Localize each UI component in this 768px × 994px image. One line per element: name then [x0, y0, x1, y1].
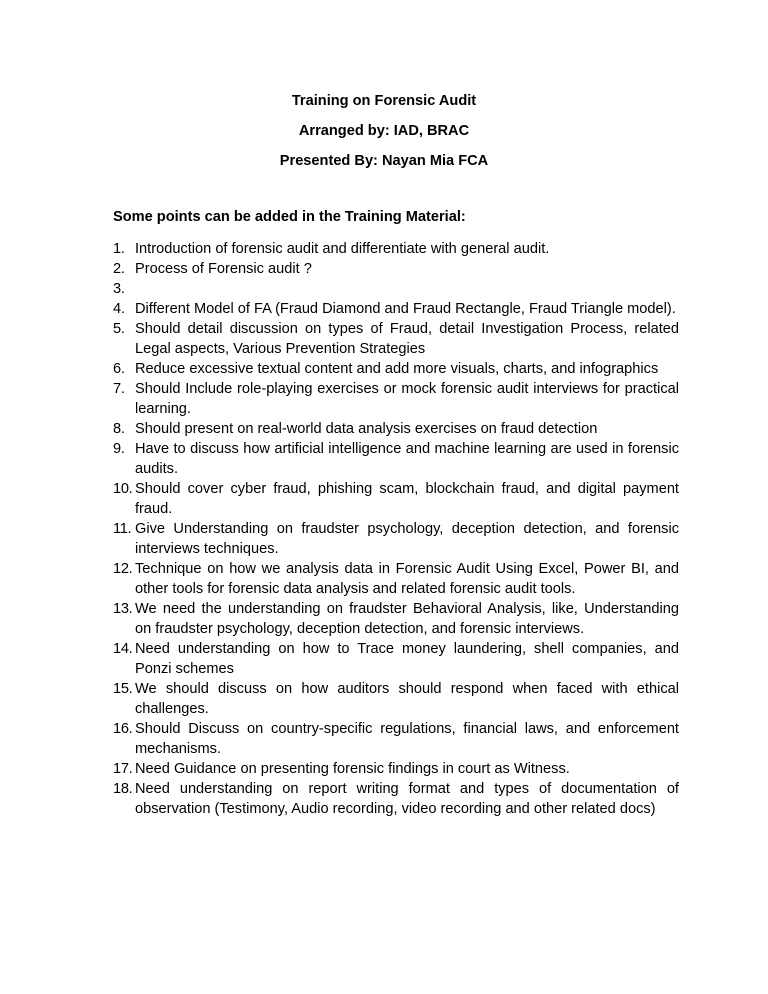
list-item — [113, 419, 679, 439]
list-item — [113, 559, 679, 599]
list-item — [113, 279, 679, 299]
document-title: Training on Forensic Audit — [291, 93, 477, 109]
document-header — [0, 91, 768, 181]
list-item-number: 16. — [113, 721, 133, 737]
list-item — [113, 439, 679, 479]
list-item-number: 18. — [113, 781, 133, 797]
list-item — [113, 779, 679, 819]
list-item-number: 6. — [113, 361, 125, 377]
list-item — [113, 299, 679, 319]
list-item-number: 14. — [113, 641, 133, 657]
list-item-text: Should Include role-playing exercises or mock forensic audit interviews for practical learning. — [135, 381, 679, 417]
arranged-by-line: Arranged by: IAD, BRAC — [298, 123, 470, 139]
list-item-number: 12. — [113, 561, 133, 577]
presented-by-line: Presented By: Nayan Mia FCA — [279, 153, 489, 169]
list-item-text: Different Model of FA (Fraud Diamond and Fraud Rectangle, Fraud Triangle model). — [135, 301, 676, 317]
list-item-number: 8. — [113, 421, 125, 437]
list-item — [113, 379, 679, 419]
list-item — [113, 599, 679, 639]
list-item — [113, 359, 679, 379]
list-item-text: Need Guidance on presenting forensic findings in court as Witness. — [135, 761, 570, 777]
list-item-text: Should detail discussion on types of Fraud, detail Investigation Process, related Legal aspects, Various Prevention Strategies — [135, 321, 679, 357]
list-item-text: Reduce excessive textual content and add more visuals, charts, and infographics — [135, 361, 659, 377]
list-item-number: 5. — [113, 321, 125, 337]
list-item-number: 17. — [113, 761, 133, 777]
list-item-text: Have to discuss how artificial intelligence and machine learning are used in forensic audits. — [135, 441, 679, 477]
list-item — [113, 519, 679, 559]
list-item — [113, 319, 679, 359]
list-item-number: 15. — [113, 681, 133, 697]
list-item-text: We need the understanding on fraudster Behavioral Analysis, like, Understanding on fraudster psychology, deception detection, and forensic interviews. — [135, 601, 679, 637]
list-item-text: Technique on how we analysis data in Forensic Audit Using Excel, Power BI, and other tools for forensic data analysis and related forensic audit tools. — [135, 561, 679, 597]
list-item-number: 7. — [113, 381, 125, 397]
list-item-number: 9. — [113, 441, 125, 457]
list-item-number: 4. — [113, 301, 125, 317]
list-item-text: We should discuss on how auditors should respond when faced with ethical challenges. — [135, 681, 679, 717]
list-item-text: Need understanding on report writing format and types of documentation of observation (Testimony, Audio recording, video recording and other related docs) — [135, 781, 679, 817]
points-list — [113, 239, 679, 819]
section-heading: Some points can be added in the Training Material: — [113, 209, 466, 225]
list-item-text: Introduction of forensic audit and differentiate with general audit. — [135, 241, 550, 257]
list-item-number: 11. — [113, 521, 132, 537]
list-item — [113, 479, 679, 519]
list-item — [113, 719, 679, 759]
list-item-number: 3. — [113, 281, 125, 297]
list-item — [113, 679, 679, 719]
list-item-text: Give Understanding on fraudster psychology, deception detection, and forensic interviews techniques. — [135, 521, 679, 557]
list-item — [113, 639, 679, 679]
list-item-text: Process of Forensic audit ? — [135, 261, 312, 277]
list-item-number: 2. — [113, 261, 125, 277]
list-item — [113, 259, 679, 279]
list-item-text: Need understanding on how to Trace money laundering, shell companies, and Ponzi schemes — [135, 641, 679, 677]
list-item — [113, 759, 679, 779]
list-item-text: Should present on real-world data analysis exercises on fraud detection — [135, 421, 598, 437]
list-item-text: Should cover cyber fraud, phishing scam, blockchain fraud, and digital payment fraud. — [135, 481, 679, 517]
list-item-number: 13. — [113, 601, 133, 617]
list-item-number: 10. — [113, 481, 133, 497]
list-item-number: 1. — [113, 241, 125, 257]
list-item — [113, 239, 679, 259]
list-item-text: Should Discuss on country-specific regulations, financial laws, and enforcement mechanisms. — [135, 721, 679, 757]
